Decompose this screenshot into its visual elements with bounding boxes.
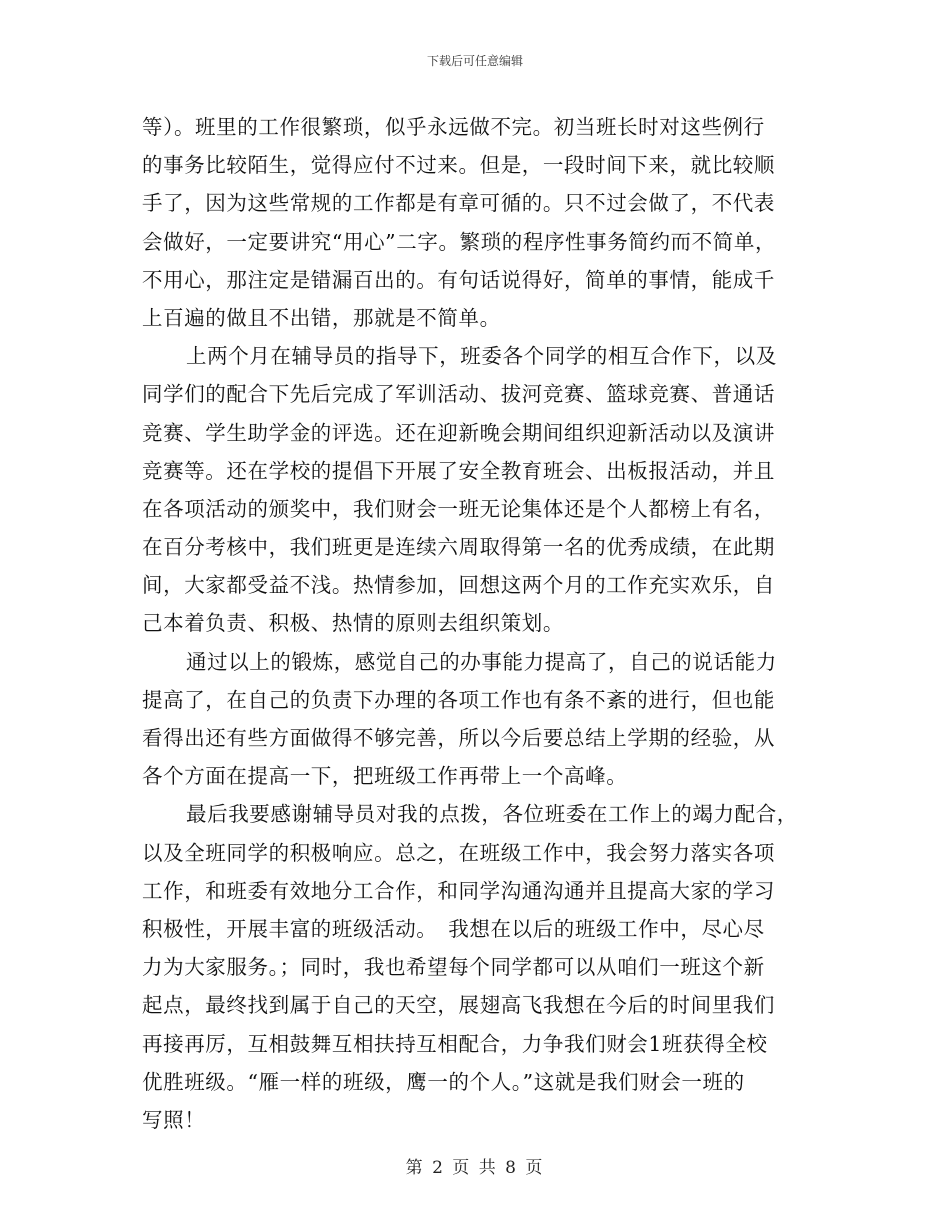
- text-line: 优胜班级。“雁一样的班级，鹰一的个人。”这就是我们财会一班的: [142, 1069, 745, 1094]
- document-body: [142, 108, 814, 1139]
- page-number: 第 2 页 共 8 页: [405, 1158, 545, 1178]
- text-line: 竞赛、学生助学金的评选。还在迎新晚会期间组织迎新活动以及演讲: [142, 420, 775, 445]
- text-line: 看得出还有些方面做得不够完善，所以今后要总结上学期的经验，从: [142, 726, 775, 750]
- text-line: 提高了，在自己的负责下办理的各项工作也有条不紊的进行，但也能: [142, 687, 775, 712]
- text-line: 各个方面在提高一下，把班级工作再带上一个高峰。: [142, 764, 628, 789]
- text-line: 在百分考核中，我们班更是连续六周取得第一名的优秀成绩，在此期: [142, 535, 775, 560]
- text-line: 不用心，那注定是错漏百出的。有句话说得好，简单的事情，能成千: [142, 267, 775, 292]
- paragraph-first-line: 通过以上的锻炼，感觉自己的办事能力提高了，自己的说话能力: [186, 649, 777, 674]
- paragraph-first-line: 最后我要感谢辅导员对我的点拨，各位班委在工作上的竭力配合，: [186, 802, 798, 827]
- text-line: 积极性，开展丰富的班级活动。 我想在以后的班级工作中，尽心尽: [142, 916, 765, 941]
- text-line: 会做好，一定要讲究“用心”二字。繁琐的程序性事务简约而不简单，: [142, 229, 777, 254]
- text-line: 的事务比较陌生，觉得应付不过来。但是，一段时间下来，就比较顺: [142, 153, 775, 178]
- text-line: 间，大家都受益不浅。热情参加，回想这两个月的工作充实欢乐，自: [142, 573, 775, 598]
- text-line: 再接再厉，互相鼓舞互相扶持互相配合，力争我们财会1班获得全校: [142, 1031, 768, 1056]
- text-line: 工作，和班委有效地分工合作，和同学沟通沟通并且提高大家的学习: [142, 878, 775, 903]
- text-line: 竞赛等。还在学校的提倡下开展了安全教育班会、出板报活动，并且: [142, 458, 775, 483]
- text-line: 己本着负责、积极、热情的原则去组织策划。: [142, 611, 564, 636]
- text-line: 力为大家服务。；同时，我也希望每个同学都可以从咱们一班这个新: [142, 955, 765, 980]
- text-line: 以及全班同学的积极响应。总之，在班级工作中，我会努力落实各项: [142, 840, 775, 865]
- text-line: 手了，因为这些常规的工作都是有章可循的。只不过会做了，不代表: [142, 191, 775, 216]
- text-line: 写照！: [142, 1107, 206, 1132]
- text-line: 起点，最终找到属于自己的天空，展翅高飞我想在今后的时间里我们: [142, 993, 775, 1018]
- text-line: 同学们的配合下先后完成了军训活动、拔河竞赛、篮球竞赛、普通话: [142, 382, 775, 407]
- text-line: 在各项活动的颁奖中，我们财会一班无论集体还是个人都榜上有名，: [142, 496, 775, 521]
- page-header: 下载后可任意编辑: [426, 54, 523, 68]
- text-line: 上百遍的做且不出错，那就是不简单。: [142, 305, 501, 330]
- text-line: 等）。班里的工作很繁琐，似乎永远做不完。初当班长时对这些例行: [142, 115, 765, 139]
- paragraph-first-line: 上两个月在辅导员的指导下，班委各个同学的相互合作下，以及: [186, 344, 777, 369]
